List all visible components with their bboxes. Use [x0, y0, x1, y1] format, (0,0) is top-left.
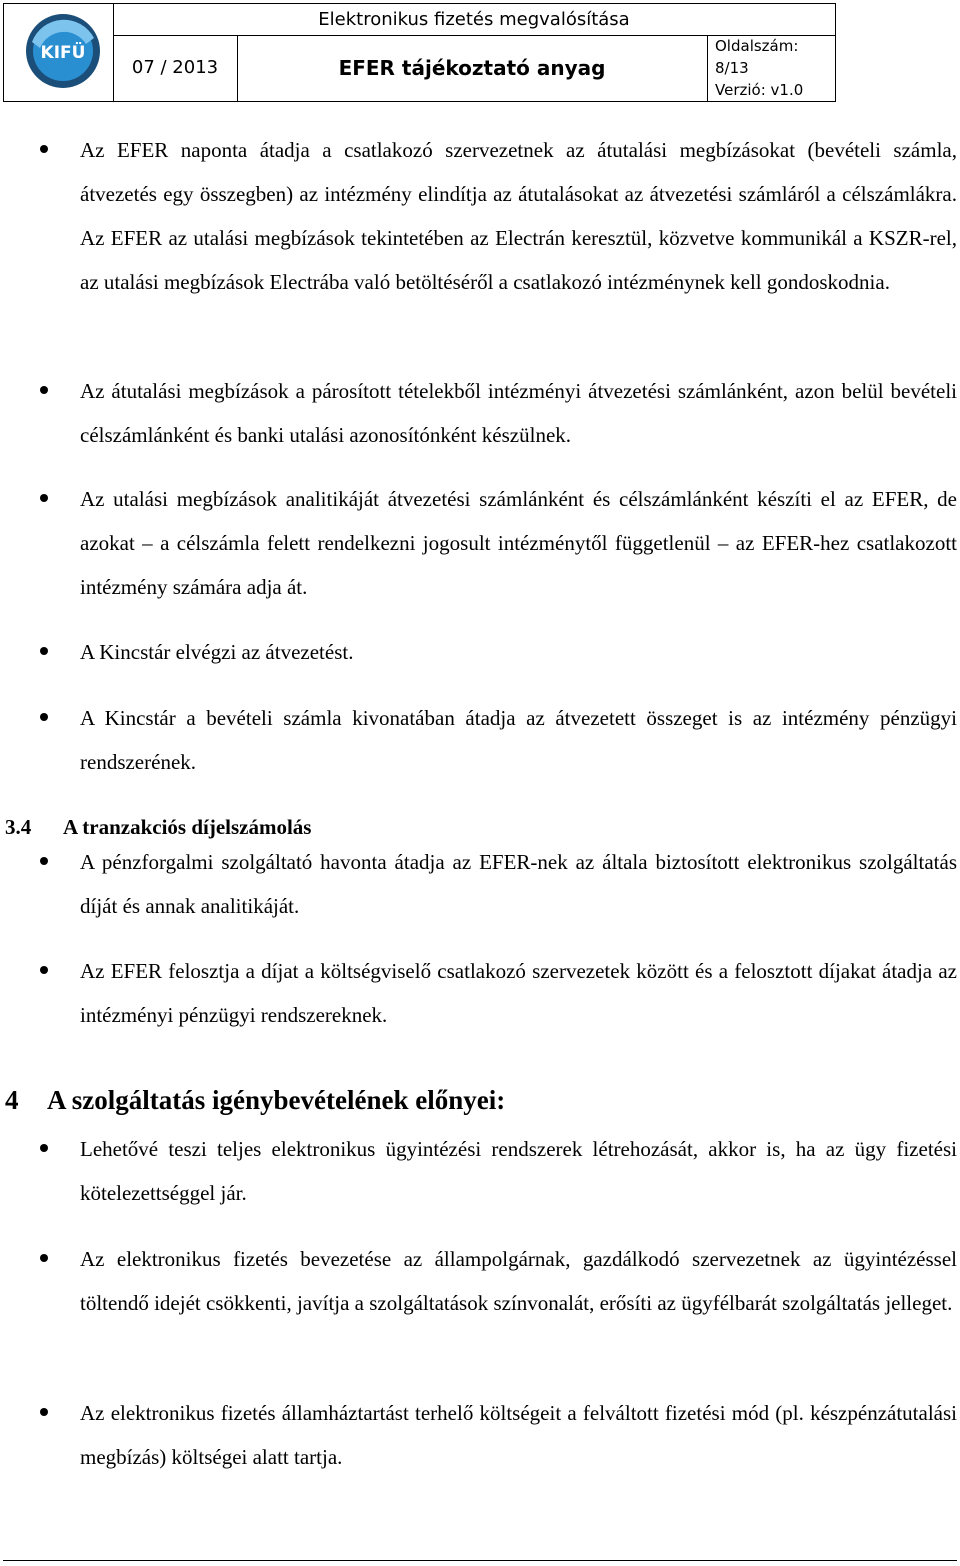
svg-text:KIFÜ: KIFÜ: [40, 43, 86, 63]
document-meta: [707, 35, 835, 101]
kifu-logo: [24, 12, 102, 90]
page-number: 8/13: [715, 59, 749, 77]
chapter-title: A szolgáltatás igénybevételének előnyei:: [47, 1085, 506, 1115]
section-number: 3.4: [5, 815, 32, 839]
list-item: Az EFER felosztja a díjat a költségviselő csatlakozó szervezetek között és a felosztott díjakat átadja az intézményi pénzügyi rendszereknek.: [80, 949, 957, 1037]
footer-divider: [3, 1560, 957, 1561]
bullet-icon: [40, 713, 48, 721]
section-title: A tranzakciós díjelszámolás: [63, 815, 312, 839]
document-date: 07 / 2013: [113, 35, 238, 101]
list-item: Lehetővé teszi teljes elektronikus ügyintézési rendszerek létrehozását, akkor is, ha az ügy fizetési kötelezettséggel jár.: [80, 1127, 957, 1215]
list-item: Az EFER naponta átadja a csatlakozó szervezetnek az átutalási megbízásokat (bevételi számla, átvezetés egy összegben) az intézmény elindítja az átutalásokat az átvezetési számláról a célszámlákra. Az EFER az utalási megbízások tekintetében az Electrán keresztül, közvetve kommunikál a KSZR-rel, az utalási megbízások Electrába való betöltéséről a csatlakozó intézménynek kell gondoskodnia.: [80, 128, 957, 304]
chapter-heading: [5, 1080, 505, 1120]
bullet-icon: [40, 386, 48, 394]
bullet-icon: [40, 1408, 48, 1416]
document-title: Elektronikus fizetés megvalósítása: [113, 4, 835, 36]
bullet-icon: [40, 966, 48, 974]
chapter-number: 4: [5, 1085, 19, 1115]
bullet-icon: [40, 647, 48, 655]
list-item: Az utalási megbízások analitikáját átvezetési számlánként és célszámlánként készíti el az EFER, de azokat – a célszámla felett rendelkezni jogosult intézménytől függetlenül – az EFER-hez csatlakozott intézmény számára adja át.: [80, 477, 957, 609]
document-header: [3, 3, 836, 102]
bullet-icon: [40, 494, 48, 502]
list-item: Az elektronikus fizetés bevezetése az állampolgárnak, gazdálkodó szervezetnek az ügyintézéssel töltendő idejét csökkenti, javítja a szolgáltatások színvonalát, erősíti az ügyfélbarát szolgáltatás jelleget.: [80, 1237, 957, 1325]
list-item: Az átutalási megbízások a párosított tételekből intézményi átvezetési számlánként, azon belül bevételi célszámlánként és banki utalási azonosítónként készülnek.: [80, 369, 957, 457]
bullet-icon: [40, 145, 48, 153]
document-type: EFER tájékoztató anyag: [237, 35, 708, 101]
list-item: A Kincstár elvégzi az átvezetést.: [80, 630, 957, 674]
logo-cell: [4, 4, 114, 101]
list-item: A Kincstár a bevételi számla kivonatában átadja az átvezetett összeget is az intézmény pénzügyi rendszerének.: [80, 696, 957, 784]
section-heading: [5, 812, 311, 842]
page-label: Oldalszám:: [715, 37, 799, 55]
list-item: Az elektronikus fizetés államháztartást terhelő költségeit a felváltott fizetési mód (pl. készpénzátutalási megbízás) költségei alatt tartja.: [80, 1391, 957, 1479]
bullet-icon: [40, 1144, 48, 1152]
bullet-icon: [40, 857, 48, 865]
version-label: Verzió: v1.0: [715, 81, 804, 99]
list-item: A pénzforgalmi szolgáltató havonta átadja az EFER-nek az általa biztosított elektronikus szolgáltatás díját és annak analitikáját.: [80, 840, 957, 928]
bullet-icon: [40, 1254, 48, 1262]
